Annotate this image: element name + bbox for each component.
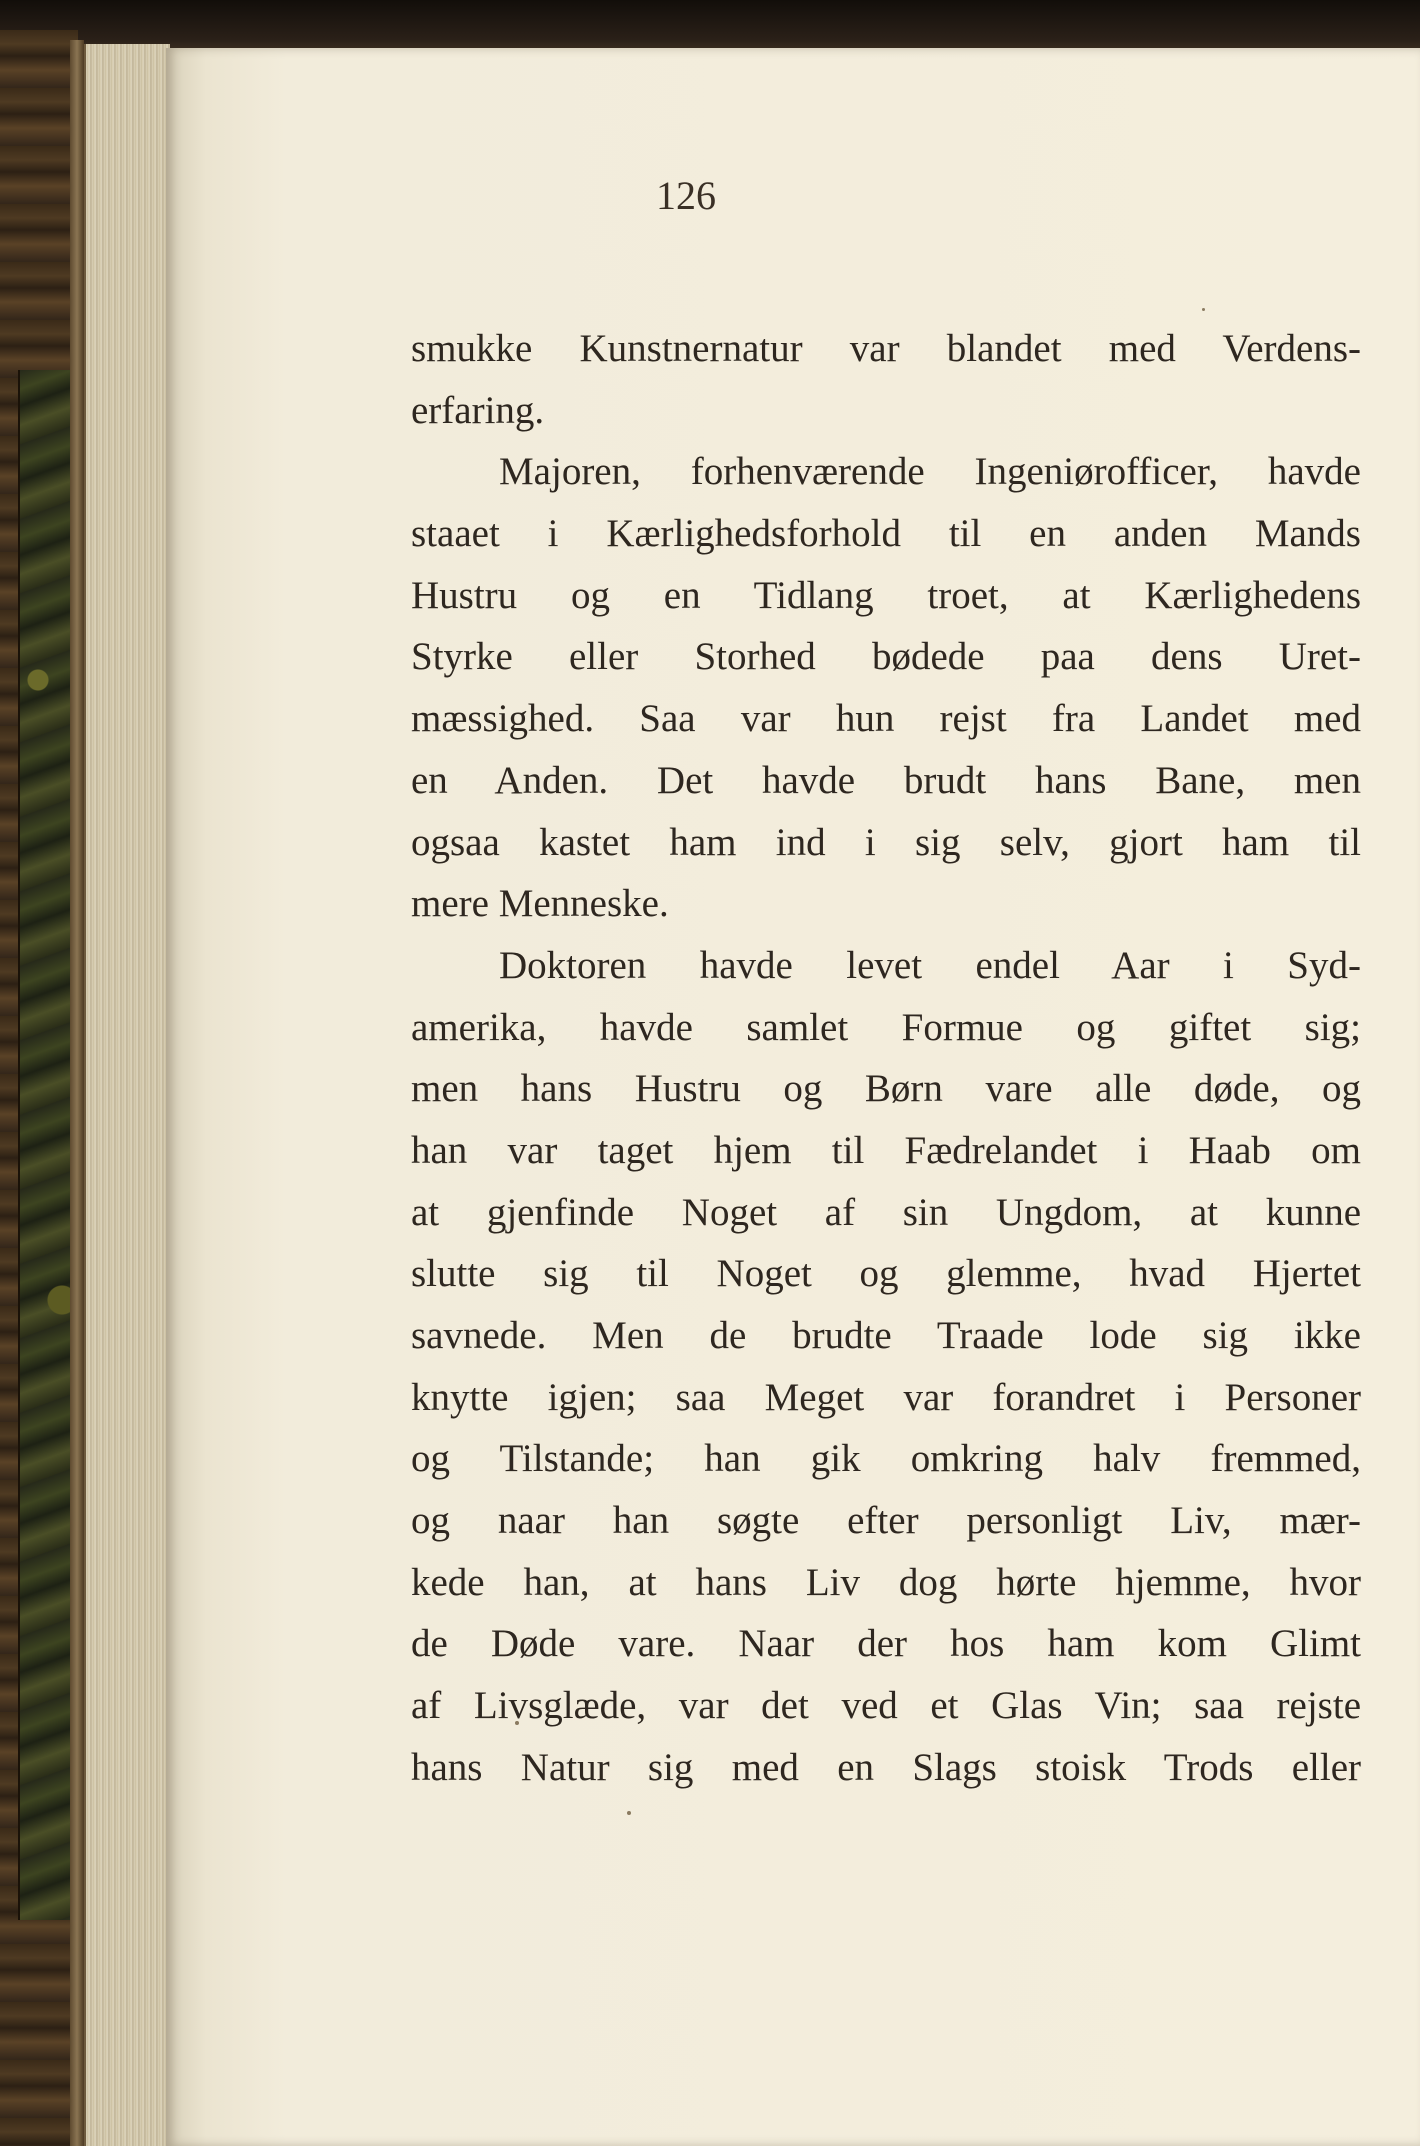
text-line: han var taget hjem til Fædrelandet i Haab om xyxy=(411,1128,1361,1172)
text-line: mere Menneske. xyxy=(411,882,669,926)
text-line: kede han, at hans Liv dog hørte hjemme, hvor xyxy=(411,1560,1361,1604)
text-line: men hans Hustru og Børn vare alle døde, og xyxy=(411,1067,1361,1111)
text-line: slutte sig til Noget og glemme, hvad Hjertet xyxy=(411,1252,1361,1296)
text-line: erfaring. xyxy=(411,388,545,432)
text-line: Majoren, forhenværende Ingeniørofficer, havde xyxy=(499,450,1361,494)
text-line: hans Natur sig med en Slags stoisk Trods eller xyxy=(411,1745,1361,1789)
paper-speck xyxy=(627,1811,631,1815)
text-line: og naar han søgte efter personligt Liv, mær- xyxy=(411,1499,1361,1543)
text-line: Hustru og en Tidlang troet, at Kærlighedens xyxy=(411,573,1361,617)
paper-speck xyxy=(1202,308,1205,311)
text-line: staaet i Kærlighedsforhold til en anden Mands xyxy=(411,512,1361,556)
text-line: at gjenfinde Noget af sin Ungdom, at kunne xyxy=(411,1190,1361,1234)
cover-edge xyxy=(70,40,84,2146)
text-line: ogsaa kastet ham ind i sig selv, gjort ham til xyxy=(411,820,1361,864)
page-number: 126 xyxy=(656,173,716,218)
page-stack-edges xyxy=(84,44,170,2146)
text-line: af Livsglæde, var det ved et Glas Vin; saa rejste xyxy=(411,1684,1361,1728)
text-line: en Anden. Det havde brudt hans Bane, men xyxy=(411,758,1361,802)
text-line: amerika, havde samlet Formue og giftet sig; xyxy=(411,1005,1361,1049)
text-line: smukke Kunstnernatur var blandet med Verdens- xyxy=(411,327,1361,370)
book-top-edge xyxy=(0,0,1420,50)
text-line: de Døde vare. Naar der hos ham kom Glimt xyxy=(411,1622,1361,1666)
body-text xyxy=(411,318,1361,1799)
text-line: mæssighed. Saa var hun rejst fra Landet med xyxy=(411,697,1361,741)
text-line: Doktoren havde levet endel Aar i Syd- xyxy=(499,943,1361,987)
text-line: savnede. Men de brudte Traade lode sig ikke xyxy=(411,1314,1361,1357)
text-line: Styrke eller Storhed bødede paa dens Uret- xyxy=(411,635,1361,679)
text-line: og Tilstande; han gik omkring halv fremmed, xyxy=(411,1437,1361,1481)
text-line: knytte igjen; saa Meget var forandret i Personer xyxy=(411,1375,1361,1419)
